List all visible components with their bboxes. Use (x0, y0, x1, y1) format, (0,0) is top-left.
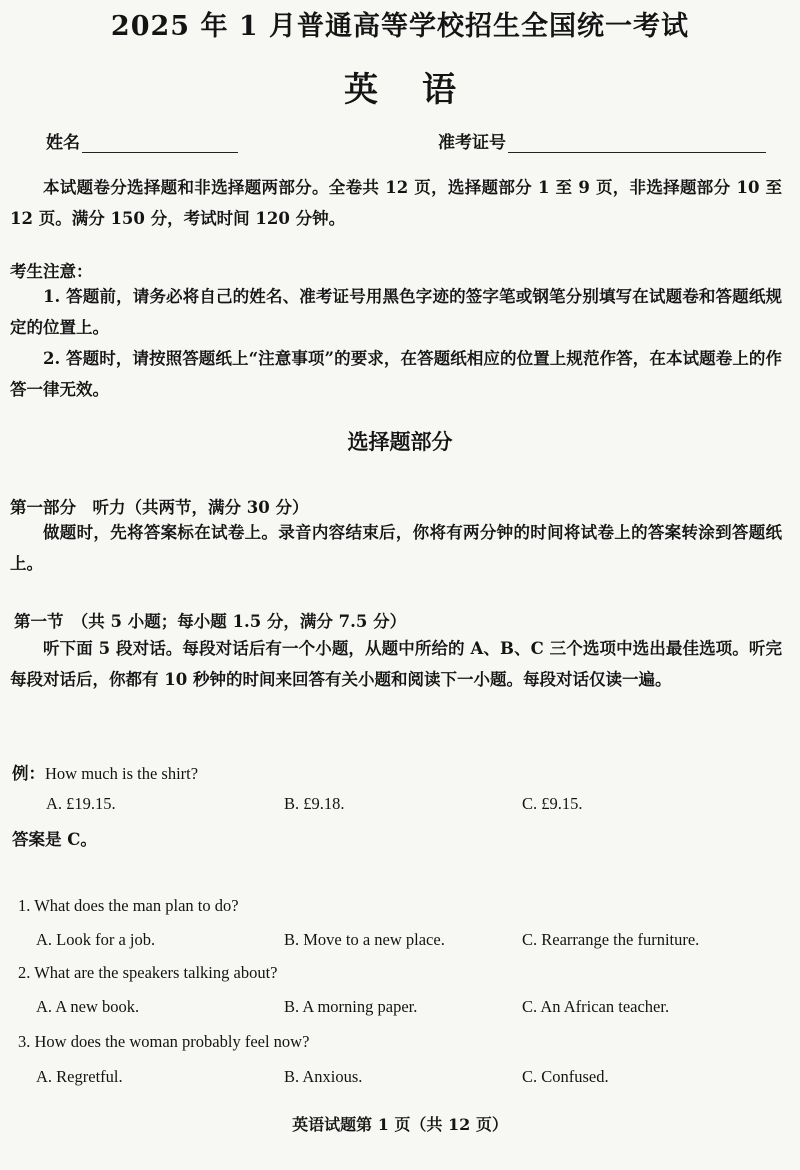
candidate-fields (0, 128, 800, 158)
example-question-text: How much is the shirt? (45, 764, 199, 783)
intro-paragraph: 本试题卷分选择题和非选择题两部分。全卷共 12 页，选择题部分 1 至 9 页，非选择题部分 10 至 12 页。满分 150 分，考试时间 120 分钟。 (10, 178, 782, 228)
question-1-option-a: A. Look for a job. (36, 930, 156, 949)
question-3-option-a: A. Regretful. (36, 1067, 123, 1086)
question-3-option-b: B. Anxious. (284, 1067, 363, 1086)
example-option-b: B. £9.18. (284, 794, 345, 813)
part1-heading: 第一部分 听力（共两节，满分 30 分） (10, 498, 309, 517)
section1-heading: 第一节 （共 5 小题；每小题 1.5 分，满分 7.5 分） (14, 612, 407, 631)
question-2-option-b: B. A morning paper. (284, 997, 418, 1016)
id-label: 准考证号 (438, 133, 506, 153)
example-option-a: A. £19.15. (46, 794, 116, 813)
question-2: 2. What are the speakers talking about? (18, 963, 278, 982)
question-2-option-a: A. A new book. (36, 997, 140, 1016)
name-blank (82, 132, 238, 153)
section-title: 选择题部分 (347, 429, 453, 454)
example-answer: 答案是 C。 (12, 830, 97, 849)
name-field (46, 128, 238, 153)
exam-title: 2025 年 1 月普通高等学校招生全国统一考试 (110, 11, 690, 42)
subject-title: 英语 (344, 70, 500, 110)
notice-heading: 考生注意： (10, 262, 93, 281)
notice-item-2: 2. 答题时，请按照答题纸上“注意事项”的要求，在答题纸相应的位置上规范作答，在本试题卷上的作答一律无效。 (10, 349, 782, 399)
question-3: 3. How does the woman probably feel now? (18, 1032, 310, 1051)
question-1: 1. What does the man plan to do? (18, 896, 239, 915)
page-footer: 英语试题第 1 页（共 12 页） (292, 1115, 508, 1134)
id-field (438, 128, 766, 153)
example-prefix: 例： (12, 764, 45, 783)
question-1-option-b: B. Move to a new place. (284, 930, 445, 949)
question-1-option-c: C. Rearrange the furniture. (522, 930, 700, 949)
notice-item-1: 1. 答题前，请务必将自己的姓名、准考证号用黑色字迹的签字笔或钢笔分别填写在试题卷和答题纸规定的位置上。 (10, 287, 782, 337)
name-label: 姓名 (46, 133, 80, 153)
section1-instructions: 听下面 5 段对话。每段对话后有一个小题，从题中所给的 A、B、C 三个选项中选出最佳选项。听完每段对话后，你都有 10 秒钟的时间来回答有关小题和阅读下一小题。每段对话仅读一遍。 (10, 639, 782, 689)
id-blank (508, 132, 766, 153)
part1-instructions: 做题时，先将答案标在试卷上。录音内容结束后，你将有两分钟的时间将试卷上的答案转涂到答题纸上。 (10, 523, 782, 573)
example-option-c: C. £9.15. (522, 794, 583, 813)
example-question (12, 760, 198, 784)
question-2-option-c: C. An African teacher. (522, 997, 670, 1016)
question-3-option-c: C. Confused. (522, 1067, 609, 1086)
